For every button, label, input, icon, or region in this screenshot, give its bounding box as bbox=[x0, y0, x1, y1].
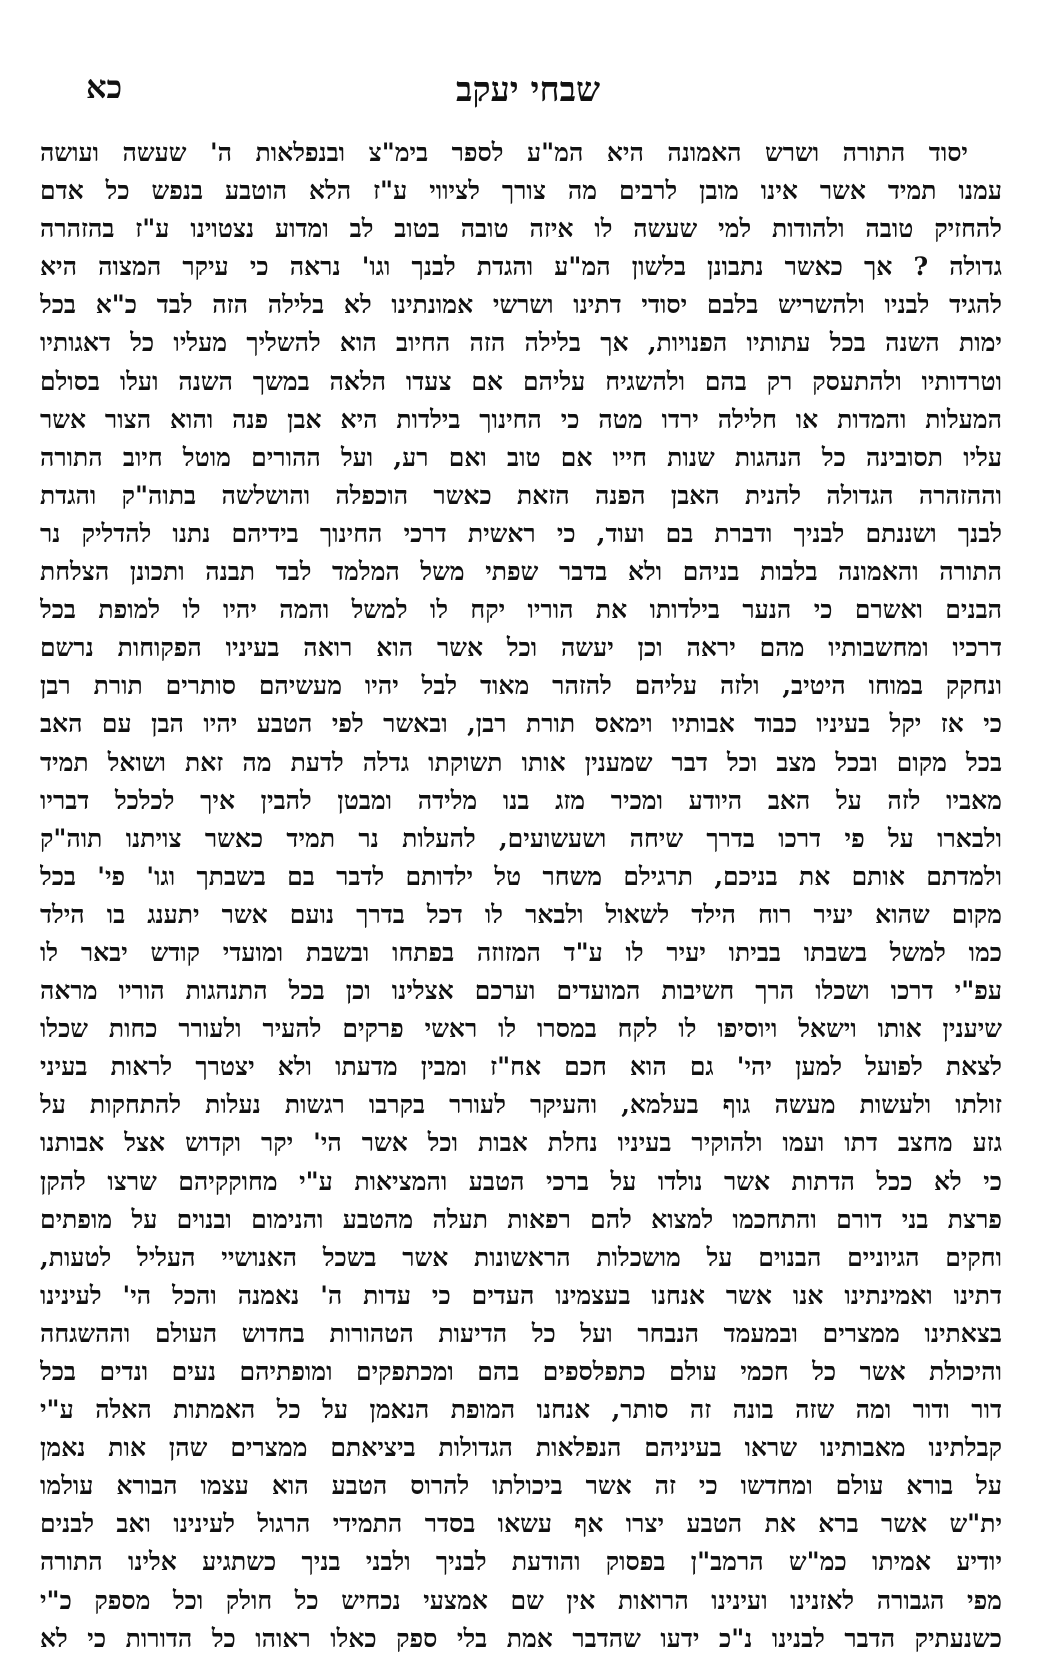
text-line: עפ"י דרכו ושכלו הרך חשיבות המועדים וערכם אצלינו וכן בכל התנהגות הוריו מראה bbox=[40, 976, 1002, 1006]
text-line: שיענין אותו וישאל ויוסיפו לו לקח במסרו לו ראשי פרקים להעיר ולעורר כחות שכלו bbox=[40, 1014, 1002, 1044]
text-line: עליו תסובינה כל הנהגות שנות חייו אם טוב ואם רע, ועל ההורים מוטל חיוב התורה bbox=[40, 442, 1002, 472]
text-line: מפי הגבורה לאזנינו ועינינו הרואות אין שם אמצעי נכחיש כל חולק וכל מספק כ"י bbox=[40, 1585, 1002, 1615]
text-line: ונחקק במוחו היטיב, ולזה עליהם להזהר מאוד לבל יהיו מעשיהם סותרים תורת רבן bbox=[40, 671, 1002, 701]
text-line: כי לא ככל הדתות אשר נולדו על ברכי הטבע והמציאות ע"י מחוקקיהם שרצו להקן bbox=[40, 1166, 1002, 1196]
text-line: מאביו לזה על האב היודע ומכיר מזג בנו מלידה ומבטן להבין איך לכלכל דבריו bbox=[40, 785, 1002, 815]
text-line: לבנך ושננתם לבניך ודברת בם ועוד, כי ראשית דרכי החינוך בידיהם נתנו להדליק נר bbox=[40, 518, 1002, 548]
text-line: הבנים ואשרם כי הנער בילדותו את הוריו יקח לו למשל והמה יהיו לו למופת בכל bbox=[40, 595, 1002, 625]
text-line: פרצת בני דורם והתחכמו למצוא להם רפאות תעלה מהטבע והנימום ובנוים על מופתים bbox=[40, 1204, 1002, 1234]
text-line: דרכיו ומחשבותיו מהם יראה וכן יעשה וכל אשר הוא רואה בעיניו הפקוחות נרשם bbox=[40, 633, 1002, 663]
text-line: ולבארו על פי דרכו בדרך שיחה ושעשועים, להעלות נר תמיד כאשר צויתנו תוה"ק bbox=[40, 823, 1002, 853]
page-number: כא bbox=[86, 68, 123, 106]
text-line: ולמדתם אותם את בניכם, תרגילם משחר טל ילדותם לדבר בם בשבתך וגו' פי' בכל bbox=[40, 861, 1002, 891]
text-line: וההזהרה הגדולה להנית האבן הפנה הזאת כאשר הוכפלה והושלשה בתוה"ק והגדת bbox=[40, 480, 1002, 510]
text-line: בכל מקום ובכל מצב וכל דבר שמענין אותו תשוקתו גדלה לדעת מה זאת ושואל תמיד bbox=[40, 747, 1002, 777]
text-line: להגיד לבניו ולהשריש בלבם יסודי דתינו ושרשי אמונתינו לא בלילה הזה לבד כ"א בכל bbox=[40, 290, 1002, 320]
text-line: ימות השנה בכל עתותיו הפנויות, אך בלילה הזה החיוב הוא להשליך מעליו כל דאגותיו bbox=[40, 328, 1002, 358]
text-line: וטרדותיו ולהתעסק רק בהם ולהשגיח עליהם אם צעדו הלאה במשך השנה ועלו בסולם bbox=[40, 366, 1002, 396]
text-line: על בורא עולם ומחדשו כי זה אשר ביכולתו להרוס הטבע הוא עצמו הבורא עולמו bbox=[40, 1471, 1002, 1501]
text-line: בצאתינו ממצרים ובמעמד הנבחר ועל כל הדיעות הטהורות בחדוש העולם וההשגחה bbox=[40, 1318, 1002, 1348]
text-line: כמו למשל בשבתו בביתו יעיר לו ע"ד המזוזה בפתחו ובשבת ומועדי קודש יבאר לו bbox=[40, 937, 1002, 967]
text-line: גזע מחצב דתו ועמו ולהוקיר בעיניו נחלת אבות וכל אשר הי' יקר וקדוש אצל אבותנו bbox=[40, 1128, 1002, 1158]
text-line: דתינו ואמינתינו אנו אשר אנחנו בעצמינו העדים כי עדות ה' נאמנה והכל הי' לעינינו bbox=[40, 1280, 1002, 1310]
text-line: דור ודור ומה שזה בונה זה סותר, אנחנו המופת הנאמן על כל האמתות האלה ע"י bbox=[40, 1395, 1002, 1425]
text-line: כי אז יקל בעיניו כבוד אבותיו וימאס תורת רבן, ובאשר לפי הטבע יהיו הבן עם האב bbox=[40, 709, 1002, 739]
text-line: גדולה ? אך כאשר נתבונן בלשון המ"ע והגדת לבנך וגו' נראה כי עיקר המצוה היא bbox=[40, 252, 1002, 282]
text-line: זולתו ולעשות מעשה גוף בעלמא, והעיקר לעורר בקרבו רגשות נעלות להתחקות על bbox=[40, 1090, 1002, 1120]
text-line: והיכולת אשר כל חכמי עולם כתפלספים בהם ומכתפקים ומופתיהם נעים ונדים בכל bbox=[40, 1357, 1002, 1386]
text-line: יודיע אמיתו כמ"ש הרמב"ן בפסוק והודעת לבניך ולבני בניך כשתגיע אלינו התורה bbox=[40, 1547, 1002, 1577]
body-text bbox=[40, 134, 1002, 1658]
text-line: עמנו תמיד אשר אינו מובן לרבים מה צורך לציווי ע"ז הלא הוטבע בנפש כל אדם bbox=[40, 176, 1002, 206]
text-line: להחזיק טובה ולהודות למי שעשה לו איזה טובה בטוב לב ומדוע נצטוינו ע"ז בהזהרה bbox=[40, 214, 1002, 244]
text-line: התורה והאמונה בלבות בניהם ולא בדבר שפתי משל המלמד לבד תבנה ותכונן הצלחת bbox=[40, 557, 1002, 587]
text-line: וחקים הגיוניים הבנוים על מושכלות הראשונות אשר בשכל האנושיי העליל לטעות, bbox=[40, 1242, 1002, 1272]
text-line: קבלתינו מאבותינו שראו בעיניהם הנפלאות הגדולות ביציאתם ממצרים שהן אות נאמן bbox=[40, 1433, 1002, 1463]
text-line: כשנעתיק הדבר לבנינו נ"כ ידעו שהדבר אמת בלי ספק כאלו ראוהו כל הדורות כי לא bbox=[40, 1623, 1002, 1653]
running-title: שבחי יעקב bbox=[455, 70, 601, 110]
text-line: יסוד התורה ושרש האמונה היא המ"ע לספר בימ"צ ובנפלאות ה' שעשה ועושה bbox=[40, 138, 968, 167]
text-line: לצאת לפועל למען יהי' גם הוא חכם אח"ז ומבין מדעתו ולא יצטרך לראות בעיני bbox=[40, 1052, 1002, 1082]
text-line: המעלות והמדות או חלילה ירדו מטה כי החינוך בילדות היא אבן פנה והוא הצור אשר bbox=[40, 404, 1002, 434]
text-line: מקום שהוא יעיר רוח הילד לשאול ולבאר לו דכל בדרך נועם אשר יתענג בו הילד bbox=[40, 899, 1002, 929]
page-header bbox=[0, 70, 1056, 130]
text-line: ית"ש אשר ברא את הטבע יצרו אף עשאו בסדר התמידי הרגול לעינינו ואב לבנים bbox=[40, 1509, 1002, 1539]
